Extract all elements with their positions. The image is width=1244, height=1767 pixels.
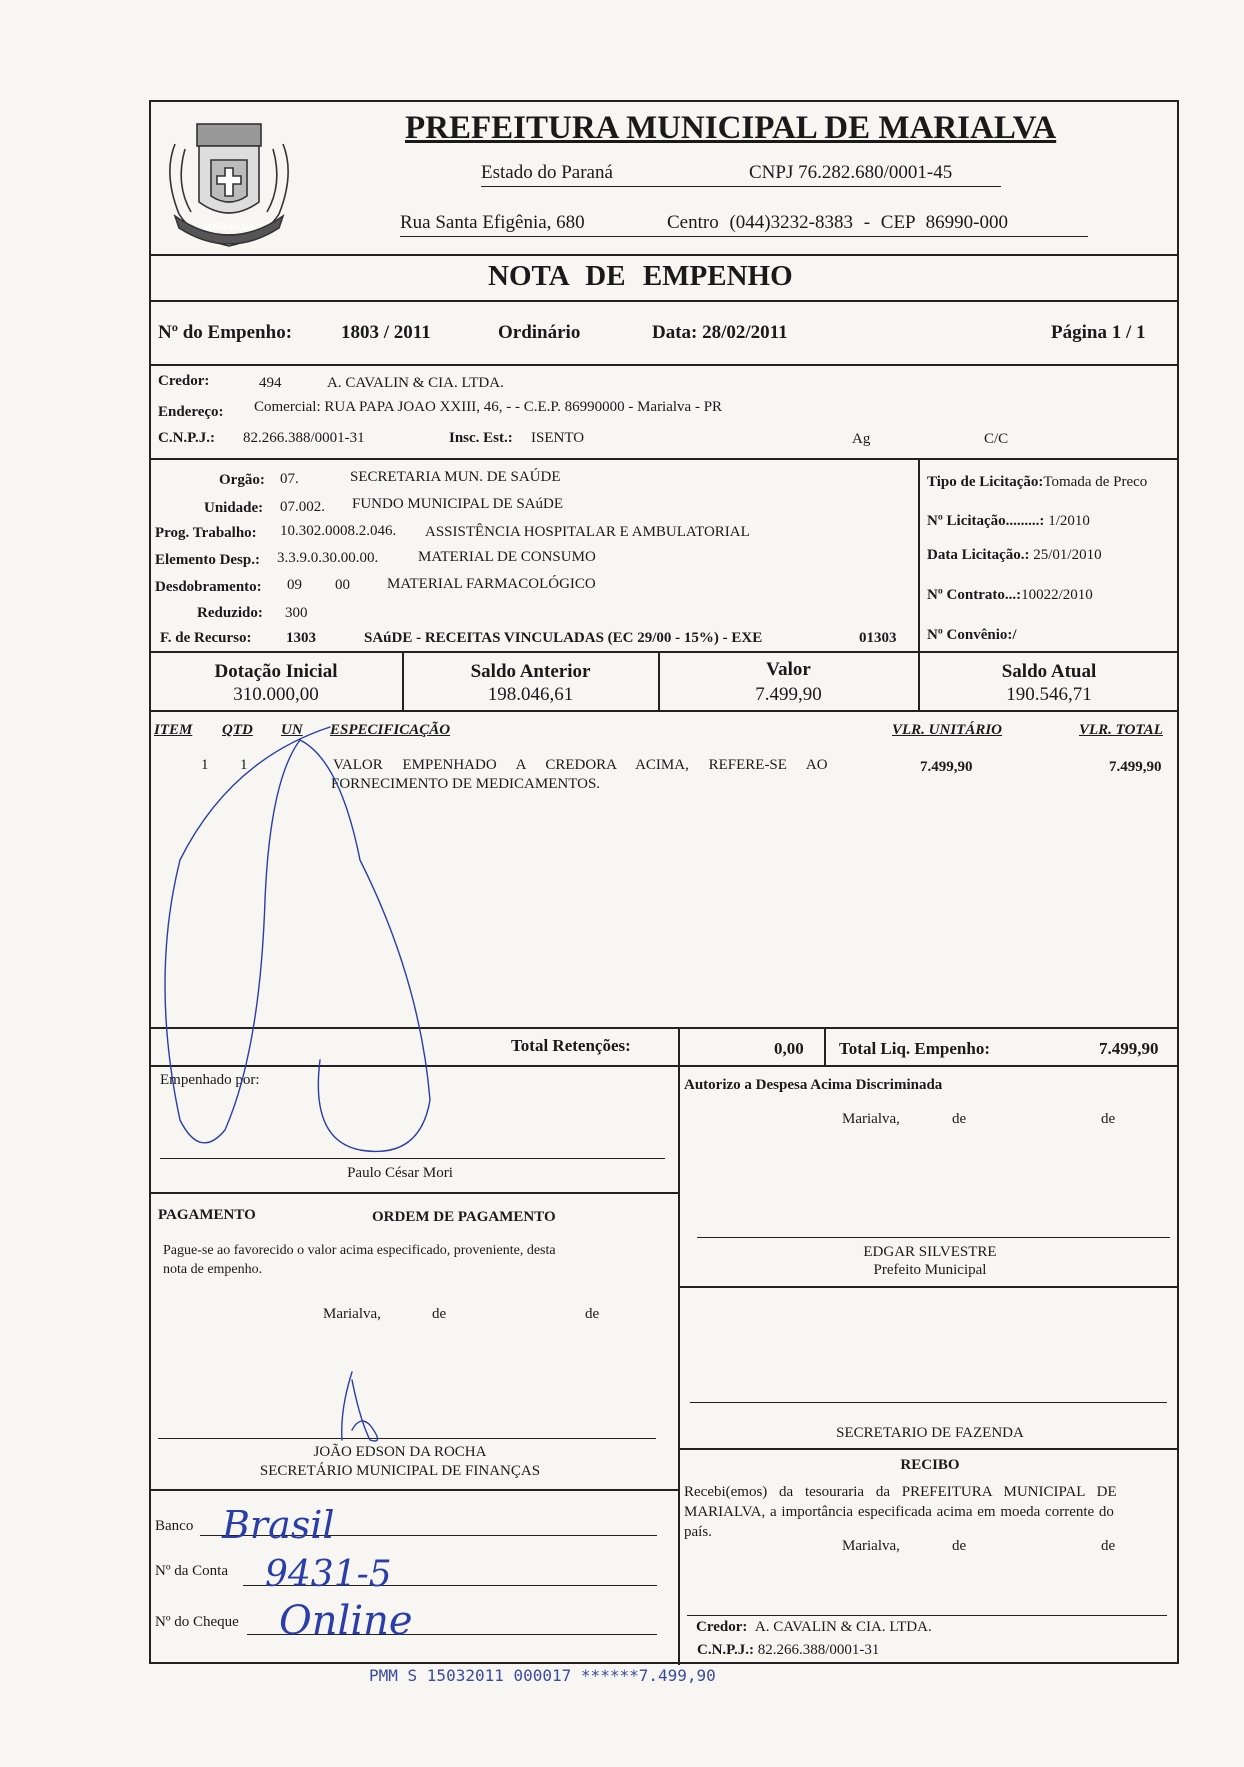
autorizo-city: Marialva,	[842, 1111, 900, 1127]
cheque-label: Nº do Cheque	[155, 1614, 239, 1630]
recibo-text-1: Recebi(emos) da tesouraria da PREFEITURA MUNICIPAL DE	[684, 1484, 1117, 1500]
licitacao-data-value: 25/01/2010	[1033, 547, 1102, 563]
recibo-text-2: MARIALVA, a importância especificada acima em moeda corrente do	[684, 1504, 1114, 1520]
recibo-credor-label: Credor:	[696, 1619, 748, 1635]
licitacao-tipo-label: Tipo de Licitação:	[927, 474, 1044, 490]
org-title: PREFEITURA MUNICIPAL DE MARIALVA	[405, 110, 1057, 146]
saldo-value-3: 190.546,71	[1006, 684, 1092, 705]
credor-code: 494	[259, 375, 282, 391]
ordem-pagamento-label: ORDEM DE PAGAMENTO	[372, 1209, 556, 1225]
conta-label: Nº da Conta	[155, 1563, 228, 1579]
payment-stamp: PMM S 15032011 000017 ******7.499,90	[369, 1666, 716, 1685]
unidade-name: FUNDO MUNICIPAL DE SAúDE	[352, 496, 563, 512]
elemento-name: MATERIAL DE CONSUMO	[418, 549, 596, 565]
empenho-number: 1803 / 2011	[341, 322, 431, 343]
col-un: UN	[281, 722, 303, 738]
recibo-de1: de	[952, 1538, 967, 1554]
reduzido-label: Reduzido:	[197, 605, 263, 621]
recibo-cnpj-label: C.N.P.J.:	[697, 1642, 754, 1658]
prog-label: Prog. Trabalho:	[155, 525, 257, 541]
unidade-label: Unidade:	[204, 500, 264, 516]
empenhado-label: Empenhado por:	[160, 1072, 260, 1088]
contrato-label: Nº Contrato...:	[927, 587, 1022, 603]
cc-label: C/C	[984, 431, 1009, 447]
pagamento-de1: de	[432, 1306, 447, 1322]
saldo-label-2: Valor	[766, 659, 811, 680]
empenho-date: Data: 28/02/2011	[652, 322, 788, 343]
recibo-de2: de	[1101, 1538, 1116, 1554]
desdobramento-code-1: 09	[287, 577, 302, 593]
col-unit: VLR. UNITÁRIO	[892, 722, 1003, 738]
cheque-handwritten: Online	[279, 1598, 413, 1644]
saldo-label-0: Dotação Inicial	[214, 661, 338, 682]
secretario-name: JOÃO EDSON DA ROCHA	[313, 1444, 487, 1460]
unidade-code: 07.002.	[280, 499, 325, 515]
recurso-code: 1303	[286, 630, 316, 646]
secretario-cargo: SECRETÁRIO MUNICIPAL DE FINANÇAS	[259, 1463, 541, 1479]
state-label: Estado do Paraná	[481, 162, 613, 183]
col-item: ITEM	[154, 722, 193, 738]
item-espec-1: VALOR EMPENHADO A CREDORA ACIMA, REFERE-SE AO	[333, 757, 828, 773]
address-label: Rua Santa Efigênia, 680	[400, 212, 585, 233]
credor-cnpj: 82.266.388/0001-31	[243, 430, 365, 446]
recurso-name: SAúDE - RECEITAS VINCULADAS (EC 29/00 - 15%) - EXE	[364, 630, 763, 646]
convenio: Nº Convênio:/	[927, 627, 1017, 643]
liquido-label: Total Liq. Empenho:	[839, 1039, 990, 1058]
recibo-city: Marialva,	[842, 1538, 900, 1554]
insc-label: Insc. Est.:	[449, 430, 513, 446]
insc-value: ISENTO	[531, 430, 585, 446]
signature-scribble	[165, 727, 430, 1151]
secretario-signature	[342, 1372, 378, 1441]
saldo-value-1: 198.046,61	[487, 684, 574, 705]
prefeito-name: EDGAR SILVESTRE	[863, 1244, 997, 1260]
recurso-label: F. de Recurso:	[160, 630, 252, 646]
retencoes-value: 0,00	[774, 1039, 804, 1058]
col-espec: ESPECIFICAÇÃO	[330, 722, 451, 738]
crest-text: MARIALVA	[203, 222, 255, 233]
licitacao-numero-value: 1/2010	[1048, 513, 1090, 529]
item-unit-price: 7.499,90	[920, 759, 973, 775]
prog-code: 10.302.0008.2.046.	[280, 523, 397, 539]
banco-handwritten: Brasil	[222, 1503, 335, 1547]
district-label: Centro (044)3232-8383 - CEP 86990-000	[667, 212, 1008, 233]
credor-name: A. CAVALIN & CIA. LTDA.	[327, 375, 504, 391]
item-espec-2: FORNECIMENTO DE MEDICAMENTOS.	[331, 776, 601, 792]
saldo-label-1: Saldo Anterior	[470, 661, 591, 682]
banco-label: Banco	[155, 1518, 194, 1534]
desdobramento-code-2: 00	[335, 577, 350, 593]
page-number: Página 1 / 1	[1051, 322, 1146, 343]
cnpj-field-label: C.N.P.J.:	[158, 430, 215, 446]
autorizo-de2: de	[1101, 1111, 1116, 1127]
saldo-value-2: 7.499,90	[755, 684, 822, 705]
pagamento-text-1: Pague-se ao favorecido o valor acima especificado, proveniente, desta	[163, 1243, 556, 1258]
fazenda-label: SECRETARIO DE FAZENDA	[836, 1425, 1024, 1441]
credor-label: Credor:	[158, 373, 210, 389]
item-total-price: 7.499,90	[1109, 759, 1162, 775]
prefeito-cargo: Prefeito Municipal	[873, 1262, 987, 1278]
pagamento-text-2: nota de empenho.	[163, 1262, 263, 1277]
autorizo-label: Autorizo a Despesa Acima Discriminada	[684, 1077, 943, 1093]
ag-label: Ag	[852, 431, 871, 447]
autorizo-de1: de	[952, 1111, 967, 1127]
licitacao-data-label: Data Licitação.:	[927, 547, 1030, 563]
recibo-credor-name: A. CAVALIN & CIA. LTDA.	[754, 1619, 932, 1635]
item-qtd: 1	[240, 757, 248, 773]
item-number: 1	[201, 757, 209, 773]
empenhado-nome: Paulo César Mori	[347, 1165, 453, 1181]
saldo-value-0: 310.000,00	[233, 684, 319, 705]
pagamento-city: Marialva,	[323, 1306, 381, 1322]
orgao-code: 07.	[280, 471, 299, 487]
saldo-label-3: Saldo Atual	[1001, 661, 1097, 682]
col-qtd: QTD	[222, 722, 253, 738]
doc-title: NOTA DE EMPENHO	[488, 260, 793, 292]
reduzido-value: 300	[285, 605, 308, 621]
cnpj-label: CNPJ 76.282.680/0001-45	[749, 162, 953, 183]
orgao-label: Orgão:	[219, 472, 265, 488]
conta-handwritten: 9431-5	[265, 1554, 392, 1595]
recibo-title: RECIBO	[900, 1457, 960, 1473]
retencoes-label: Total Retenções:	[511, 1036, 631, 1055]
desdobramento-label: Desdobramento:	[155, 579, 262, 595]
col-total: VLR. TOTAL	[1079, 722, 1163, 738]
licitacao-numero-label: Nº Licitação.........:	[927, 513, 1045, 529]
liquido-value: 7.499,90	[1099, 1039, 1159, 1058]
empenho-number-label: Nº do Empenho:	[158, 322, 293, 343]
recibo-text-3: país.	[684, 1524, 712, 1540]
pagamento-label: PAGAMENTO	[158, 1207, 256, 1223]
contrato-value: 10022/2010	[1021, 587, 1093, 603]
orgao-name: SECRETARIA MUN. DE SAÚDE	[350, 469, 561, 485]
elemento-code: 3.3.9.0.30.00.00.	[277, 550, 379, 566]
licitacao-tipo-value: Tomada de Preco	[1043, 474, 1148, 490]
recurso-code-2: 01303	[859, 630, 897, 646]
desdobramento-name: MATERIAL FARMACOLÓGICO	[387, 576, 596, 592]
credor-address: Comercial: RUA PAPA JOAO XXIII, 46, - - C.E.P. 86990000 - Marialva - PR	[254, 399, 723, 415]
pagamento-de2: de	[585, 1306, 600, 1322]
empenho-type: Ordinário	[498, 322, 581, 343]
elemento-label: Elemento Desp.:	[155, 552, 260, 568]
prog-name: ASSISTÊNCIA HOSPITALAR E AMBULATORIAL	[425, 524, 750, 540]
address-field-label: Endereço:	[158, 404, 224, 420]
recibo-cnpj-value: 82.266.388/0001-31	[757, 1642, 880, 1658]
